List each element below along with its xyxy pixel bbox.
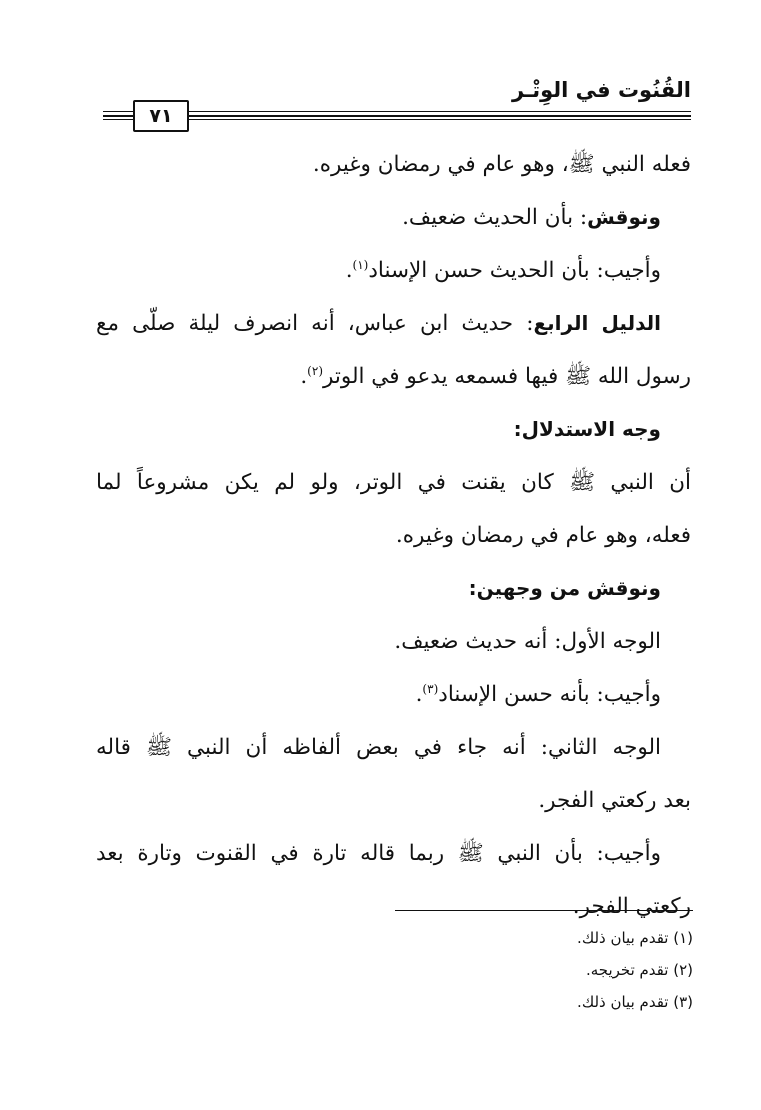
text-span: وأجيب: بأن الحديث حسن الإسناد: [368, 258, 661, 283]
text-line: بعد ركعتي الفجر.: [538, 788, 691, 813]
text-line: الوجه الثاني: أنه جاء في بعض ألفاظه أن النبي ﷺ قاله: [96, 735, 661, 760]
text-span: .: [300, 364, 308, 389]
footnote-separator: [395, 910, 693, 911]
section-heading: وجه الاستدلال:: [513, 417, 661, 441]
footnote-ref: (١): [352, 257, 369, 272]
text-line: وأجيب: بأن النبي ﷺ ربما قاله تارة في القنوت وتارة بعد: [96, 841, 661, 866]
objection-label: ونوقش: [587, 205, 661, 229]
text-span: .: [415, 682, 423, 707]
footnote-ref: (٢): [307, 363, 323, 378]
text-span: : بأن الحديث ضعيف.: [402, 205, 588, 230]
text-line: [96, 191, 691, 244]
footnote: (٣) تقدم بيان ذلك.: [577, 993, 693, 1011]
text-line: ركعتي الفجر.: [572, 894, 691, 919]
evidence-label: الدليل الرابع: [533, 311, 661, 335]
footnote: (٢) تقدم تخريجه.: [585, 961, 693, 979]
footnote-ref: (٣): [422, 681, 439, 696]
footnote: (١) تقدم بيان ذلك.: [577, 929, 693, 947]
header-rule: [103, 110, 691, 121]
text-line: [96, 350, 691, 403]
text-span: .: [345, 258, 353, 283]
text-line: [96, 244, 691, 297]
text-span: وأجيب: بأنه حسن الإسناد: [438, 682, 661, 707]
text-span: رسول الله ﷺ فيها فسمعه يدعو في الوتر: [323, 364, 691, 389]
footnotes: [98, 922, 693, 1018]
text-line: أن النبي ﷺ كان يقنت في الوتر، ولو لم يكن مشروعاً لما: [96, 470, 691, 495]
page-number: ٧١: [133, 100, 189, 132]
body-text: [96, 138, 691, 933]
text-line: فعله النبي ﷺ، وهو عام في رمضان وغيره.: [312, 152, 691, 177]
section-heading: ونوقش من وجهين:: [468, 576, 661, 600]
text-line: [96, 297, 691, 350]
running-title: القُنُوت في الوِتْـر: [511, 78, 691, 102]
text-line: [96, 668, 691, 721]
text-span: : حديث ابن عباس، أنه انصرف ليلة صلّى مع: [96, 311, 534, 336]
text-line: فعله، وهو عام في رمضان وغيره.: [395, 523, 691, 548]
text-line: الوجه الأول: أنه حديث ضعيف.: [394, 629, 661, 654]
